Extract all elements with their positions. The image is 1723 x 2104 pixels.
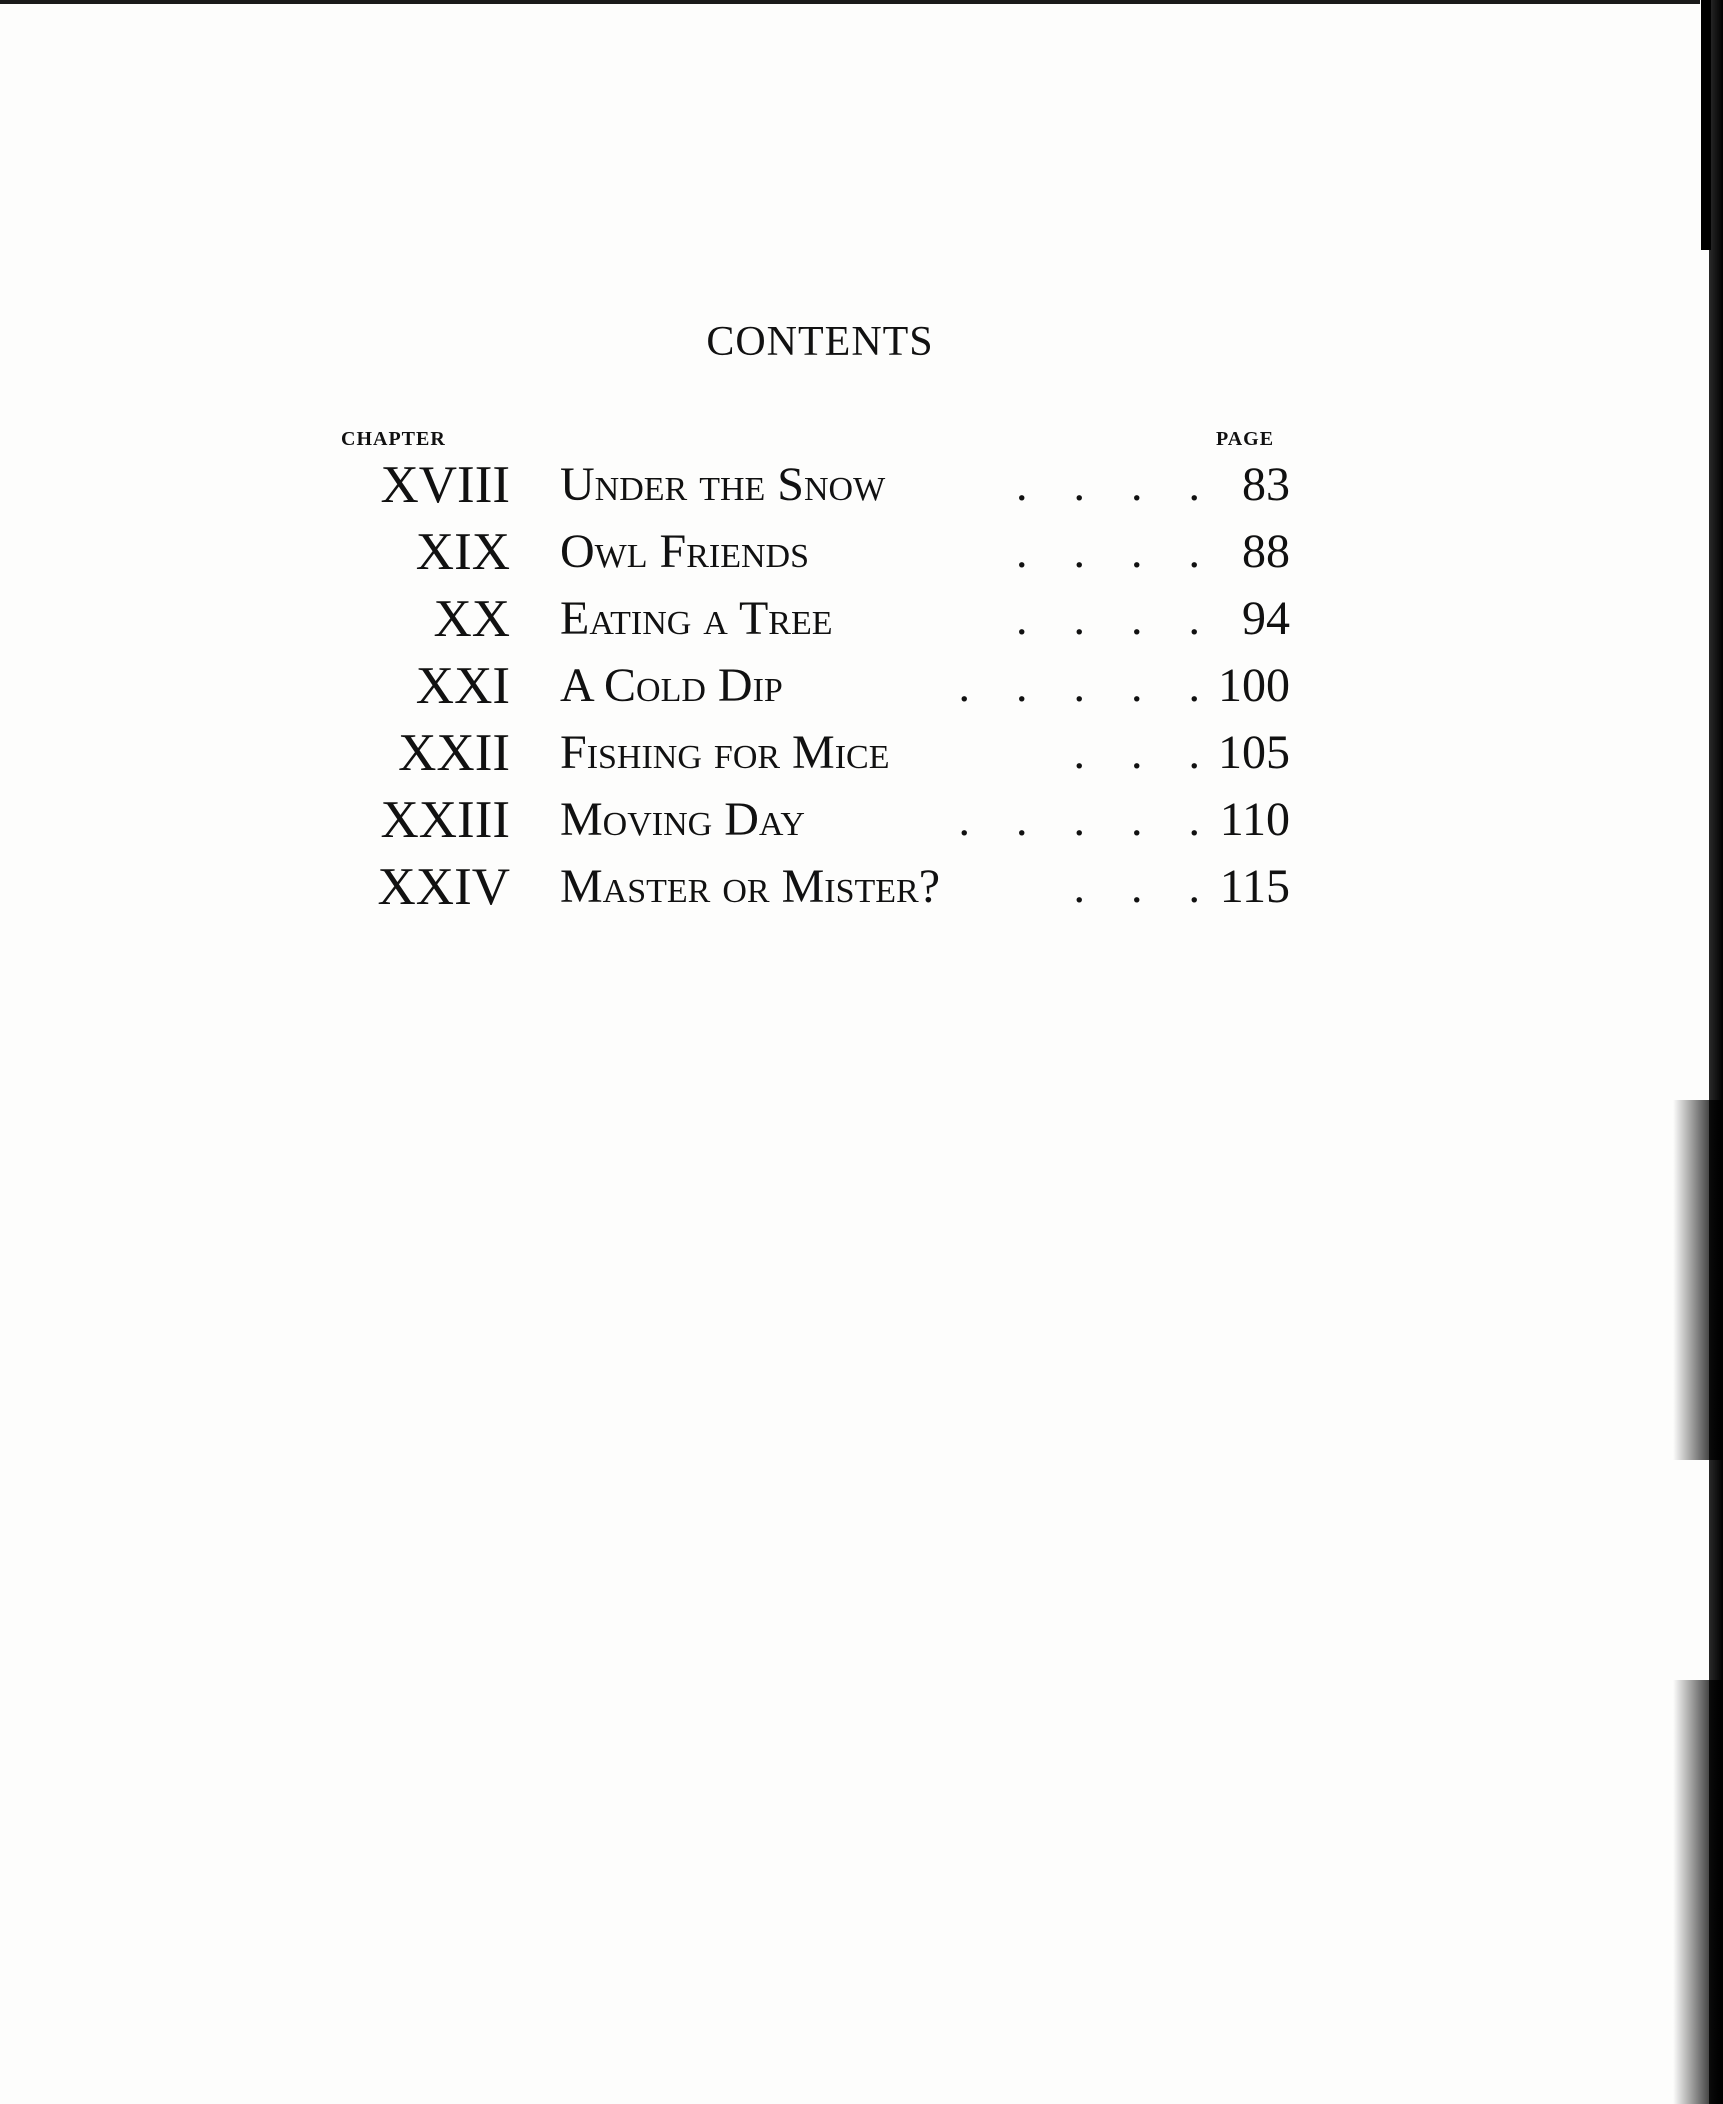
toc-entry (0, 787, 1723, 853)
page-number: 105 (1218, 726, 1290, 779)
chapter-column-heading: CHAPTER (341, 428, 446, 450)
chapter-number: XXI (415, 657, 510, 715)
page-number: 100 (1218, 659, 1290, 712)
chapter-number: XXII (398, 724, 510, 782)
dot-leader: . . . . . (958, 660, 1200, 711)
toc-entry (0, 854, 1723, 920)
chapter-title: Master or Mister? (560, 860, 941, 913)
spine-upper-shadow (1701, 0, 1711, 250)
chapter-title: Moving Day (560, 793, 805, 846)
toc-entry (0, 452, 1723, 518)
spine-shadow-lower (1673, 1680, 1723, 2104)
dot-leader: . . . (1073, 861, 1200, 912)
dot-leader: . . . . (1016, 593, 1200, 644)
page-column-heading: PAGE (1216, 428, 1275, 450)
page-number: 115 (1219, 860, 1290, 913)
dot-leader: . . . . . (958, 794, 1200, 845)
toc-entry (0, 519, 1723, 585)
chapter-title: Under the Snow (560, 458, 886, 511)
chapter-number: XVIII (380, 456, 510, 514)
page-number: 110 (1219, 793, 1290, 846)
dot-leader: . . . . (1016, 459, 1200, 510)
toc-entry (0, 653, 1723, 719)
chapter-number: XX (433, 590, 510, 648)
page-number: 83 (1242, 458, 1290, 511)
toc-entry (0, 720, 1723, 786)
chapter-title: A Cold Dip (560, 659, 783, 712)
toc-entry (0, 586, 1723, 652)
spine-shadow-middle (1673, 1100, 1723, 1460)
chapter-title: Eating a Tree (560, 592, 833, 645)
chapter-title: Owl Friends (560, 525, 810, 578)
page-title: CONTENTS (706, 319, 934, 365)
chapter-number: XIX (415, 523, 510, 581)
top-edge-rule (0, 0, 1700, 4)
page-number: 88 (1242, 525, 1290, 578)
chapter-number: XXIV (377, 858, 510, 916)
chapter-title: Fishing for Mice (560, 726, 890, 779)
dot-leader: . . . (1073, 727, 1200, 778)
page-number: 94 (1242, 592, 1290, 645)
chapter-number: XXIII (380, 791, 510, 849)
dot-leader: . . . . (1016, 526, 1200, 577)
